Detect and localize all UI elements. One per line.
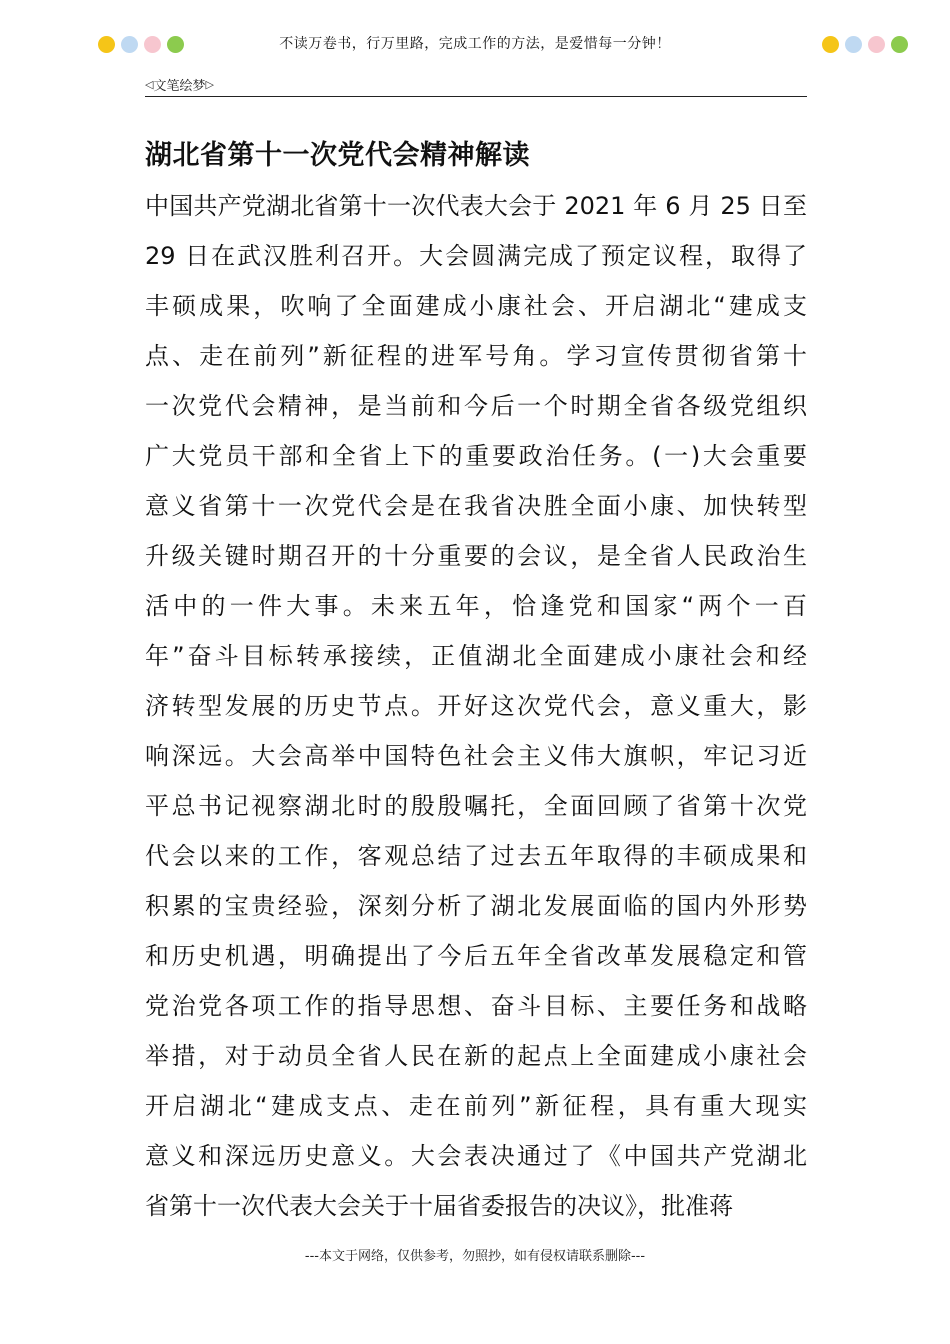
- dot-yellow: [822, 36, 839, 53]
- body-line: 中国共产党湖北省第十一次代表大会于 2021 年 6 月 25 日至: [145, 192, 807, 220]
- header-motto: 不读万卷书，行万里路，完成工作的方法，是爱惜每一分钟！: [279, 36, 671, 52]
- right-triangle-icon: ▷: [205, 78, 214, 91]
- body-line: 点、走在前列”新征程的进军号角。学习宣传贯彻省第十: [145, 342, 807, 370]
- body-line: 开启湖北“建成支点、走在前列”新征程，具有重大现实: [145, 1092, 807, 1120]
- dot-blue: [845, 36, 862, 53]
- document-body: [145, 181, 807, 1231]
- dot-pink: [868, 36, 885, 53]
- body-line: 举措，对于动员全省人民在新的起点上全面建成小康社会: [145, 1042, 807, 1070]
- body-line: 丰硕成果，吹响了全面建成小康社会、开启湖北“建成支: [145, 292, 807, 320]
- brand-label: [145, 75, 214, 94]
- dot-green: [891, 36, 908, 53]
- body-line: 活中的一件大事。未来五年，恰逢党和国家“两个一百: [145, 592, 807, 620]
- body-line: 平总书记视察湖北时的殷殷嘱托，全面回顾了省第十次党: [145, 792, 807, 820]
- brand-name: 文笔绘梦: [153, 79, 206, 94]
- footer-disclaimer: ---本文于网络，仅供参考，勿照抄，如有侵权请联系删除---: [304, 1249, 646, 1264]
- body-line: 积累的宝贵经验，深刻分析了湖北发展面临的国内外形势: [145, 892, 807, 920]
- body-line: 29 日在武汉胜利召开。大会圆满完成了预定议程，取得了: [145, 242, 807, 270]
- document-title: 湖北省第十一次党代会精神解读: [145, 140, 530, 171]
- body-line: 代会以来的工作，客观总结了过去五年取得的丰硕成果和: [145, 842, 807, 870]
- body-line: 和历史机遇，明确提出了今后五年全省改革发展稳定和管: [145, 942, 807, 970]
- body-line: 省第十一次代表大会关于十届省委报告的决议》，批准蒋: [145, 1192, 733, 1220]
- body-line: 响深远。大会高举中国特色社会主义伟大旗帜，牢记习近: [145, 742, 807, 770]
- body-line: 一次党代会精神，是当前和今后一个时期全省各级党组织: [145, 392, 807, 420]
- header-divider: [145, 96, 807, 97]
- left-triangle-icon: ◁: [145, 78, 154, 91]
- body-line: 意义省第十一次党代会是在我省决胜全面小康、加快转型: [145, 492, 807, 520]
- decorative-dots-right: [822, 36, 908, 53]
- body-line: 济转型发展的历史节点。开好这次党代会，意义重大，影: [145, 692, 807, 720]
- body-line: 升级关键时期召开的十分重要的会议，是全省人民政治生: [145, 542, 807, 570]
- body-line: 年”奋斗目标转承接续，正值湖北全面建成小康社会和经: [145, 642, 807, 670]
- body-line: 意义和深远历史意义。大会表决通过了《中国共产党湖北: [145, 1142, 807, 1170]
- body-line: 广大党员干部和全省上下的重要政治任务。(一)大会重要: [145, 442, 807, 470]
- body-line: 党治党各项工作的指导思想、奋斗目标、主要任务和战略: [145, 992, 807, 1020]
